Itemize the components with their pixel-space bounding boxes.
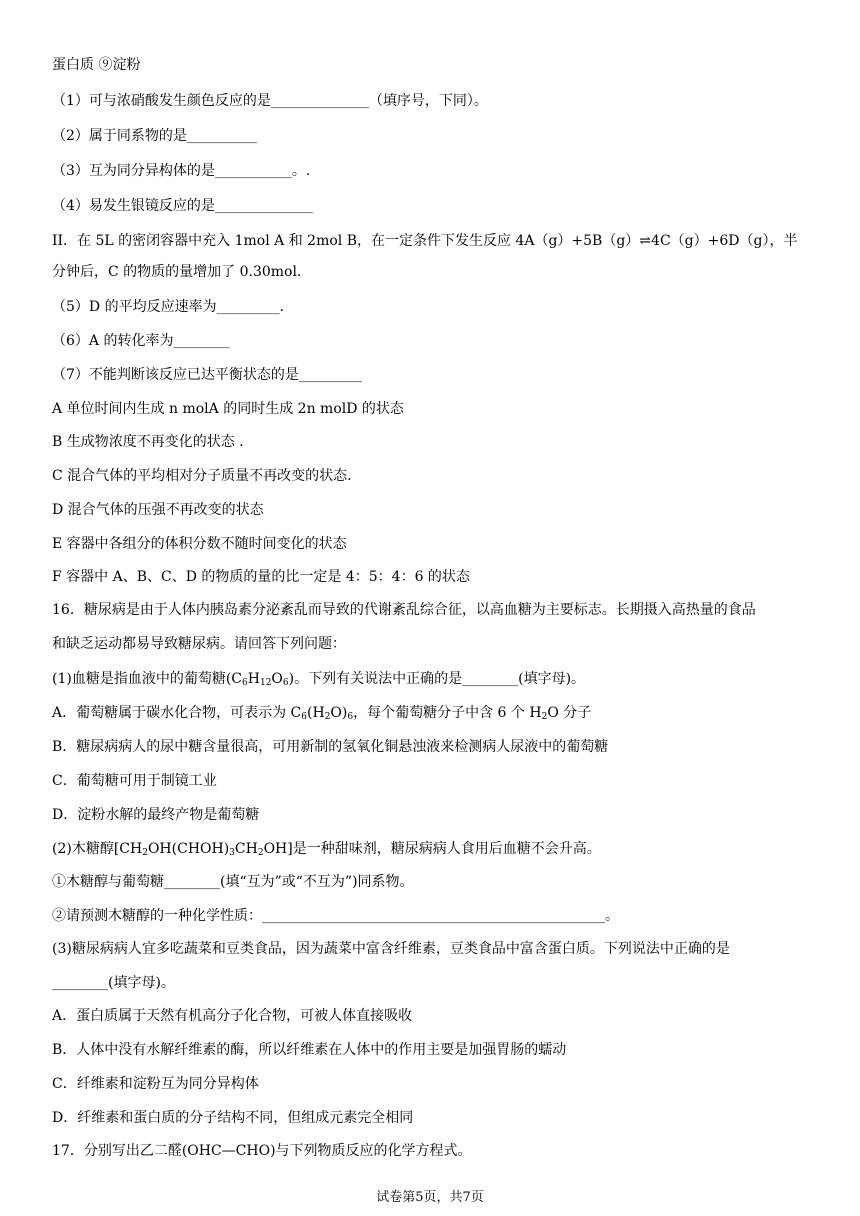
option-line: B．糖尿病病人的尿中糖含量很高，可用新制的氢氧化铜悬浊液来检测病人尿液中的葡萄糖 [52,739,609,755]
option-line: F 容器中 A、B、C、D 的物质的量的比一定是 4：5：4：6 的状态 [52,569,470,585]
question-16-stem: 和缺乏运动都易导致糖尿病。请回答下列问题： [52,636,346,652]
question-line: （7）不能判断该反应已达平衡状态的是_________ [52,367,362,383]
text-line: 蛋白质 ⑨淀粉 [52,57,141,73]
option-line: C．纤维素和淀粉互为同分异构体 [52,1076,259,1092]
option-line: A．葡萄糖属于碳水化合物，可表示为 $C_6(H_2O)_6$，每个葡萄糖分子中含 6 个 $H_2O$ 分子 [52,705,592,722]
option-line: C 混合气体的平均相对分子质量不再改变的状态. [52,468,352,484]
option-line: A．蛋白质属于天然有机高分子化合物，可被人体直接吸收 [52,1008,413,1024]
question-line: （2）属于同系物的是__________ [52,128,257,144]
option-line: A 单位时间内生成 n molA 的同时生成 2n molD 的状态 [52,401,404,417]
option-line: C．葡萄糖可用于制镜工业 [52,773,217,789]
question-line: ①木糖醇与葡萄糖________(填“互为”或“不互为”)同系物。 [52,874,414,890]
option-line: B 生成物浓度不再变化的状态 ． [52,434,254,450]
question-line: ②请预测木糖醇的一种化学性质：_________________________________________________。 [52,908,619,924]
question-16-part-3: (3)糖尿病病人宜多吃蔬菜和豆类食品，因为蔬菜中富含纤维素，豆类食品中富含蛋白质。下列说法中正确的是 [52,941,730,957]
option-line: B．人体中没有水解纤维素的酶，所以纤维素在人体中的作用主要是加强胃肠的蠕动 [52,1042,567,1058]
option-line: E 容器中各组分的体积分数不随时间变化的状态 [52,536,347,552]
question-17-stem: 17．分别写出乙二醛(OHC—CHO)与下列物质反应的化学方程式。 [52,1143,472,1159]
question-line: ________(填字母)。 [52,975,175,991]
text-line: 分钟后，C 的物质的量增加了 0.30mol． [52,264,311,280]
question-line: （4）易发生银镜反应的是______________ [52,198,313,214]
question-16-part-2: (2)木糖醇$[CH_2OH(CHOH)_3CH_2OH]$是一种甜味剂，糖尿病病人食用后血糖不会升高。 [52,841,601,858]
option-line: D．淀粉水解的最终产物是葡萄糖 [52,807,260,823]
question-line: （3）互为同分异构体的是___________。. [52,163,311,179]
option-line: D 混合气体的压强不再改变的状态 [52,502,264,518]
question-line: （5）D 的平均反应速率为_________． [52,299,294,315]
question-line: （6）A 的转化率为________ [52,333,230,349]
question-16-part-1: (1)血糖是指血液中的葡萄糖$(C_6H_{12}O_6)$。下列有关说法中正确的是________(填字母)。 [52,671,586,688]
page-footer: 试卷第5页，共7页 [376,1190,484,1205]
text-line: II．在 5L 的密闭容器中充入 1mol A 和 2mol B，在一定条件下发生反应 4A（g）+5B（g）⇌4C（g）+6D（g），半 [52,233,798,249]
question-line: （1）可与浓硝酸发生颜色反应的是______________（填序号，下同）。 [52,93,488,109]
option-line: D．纤维素和蛋白质的分子结构不同，但组成元素完全相同 [52,1110,414,1126]
question-16-stem: 16．糖尿病是由于人体内胰岛素分泌紊乱而导致的代谢紊乱综合征，以高血糖为主要标志。长期摄入高热量的食品 [52,602,756,618]
